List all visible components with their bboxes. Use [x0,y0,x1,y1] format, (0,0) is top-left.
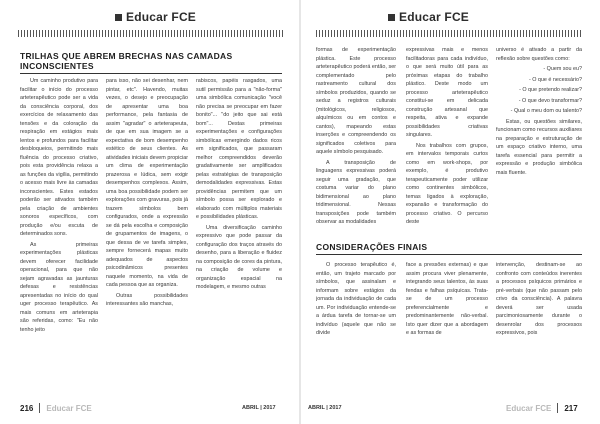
right-footer-date [308,402,342,414]
right-top-column-2 [406,46,488,230]
issue-date: ABRIL | 2017 [308,405,342,411]
left-section-divider [20,73,282,74]
square-bullet-icon [115,14,122,21]
footer-brand: Educar FCE [506,403,552,413]
paragraph: Um caminho produtivo para facilitar o início do processo arteterapêutico pode ser a vida da consciência corporal, dos exercícios de relaxamento das tensões e da coloração da respiração em estágios mais lentos e profundos para facilitar desbloqueios, permitindo mais fluência do processo criativo, pois esta providência relaxa a as funções da vigília, permitindo o acesso mais livre às camadas inconscientes. Estes estados poderão ser ativados também pela criação de ambientes sonoros específicos, com produção e/ou escuta de determinados sons. [20,78,98,237]
footer-divider [557,403,558,413]
right-top-column-3 [496,46,582,230]
paragraph: O processo terapêutico é, então, um trajeto marcado por símbolos, que assinalam e informam sobre estágios da jornada da individuação de cada um. Por individuação entende-se a árdua tarefa de tornar-se um indivíduo (aquele que não se divide [316,262,396,336]
list-item: - Quem sou eu? [543,66,582,72]
left-header-rule [18,30,284,37]
paragraph: intervenção, destinam-se ao confronto com conteúdos inerentes a processos psíquicos primários e pré-verbais (que não passam pelo crivo da consciência). A palavra deverá ser usada parcimoniosamente durante o desenrolar dos processos expressivos, pois [496,262,582,336]
right-bottom-column-3 [496,261,582,381]
list-item: - O que pretendo realizar? [519,87,582,93]
paragraph: Outras possibilidades interessantes são manchas, [106,292,188,307]
paragraph: Nos trabalhos com grupos, em intervalos temporais curtos como em work-shops, por exemplo, é produtivo terapeuticamente poder utilizar como continentes simbólicos, temas ligados à exploração, expansão e transformação do processo criativo. O percurso deste [406,142,488,225]
right-top-column-1 [316,46,396,230]
right-header-brand: Educar FCE [399,10,470,24]
left-column-3 [196,77,282,377]
square-bullet-icon [388,14,395,21]
paragraph: As primeiras experimentações plásticas devem oferecer facilidade operacional, para que não sejam agravadas as jaunturas defesas e resistências apresentadas no início do qual uger processo terapêutico. As mais comuns em arteterapia são referidas, como: "Eu não tenho jeito [20,241,98,333]
right-header [388,6,469,28]
paragraph: universo é ativado a partir da reflexão sobre questões como: [496,47,582,62]
left-column-1 [20,77,98,377]
right-bottom-column-1 [316,261,396,381]
right-header-rule [316,30,582,37]
list-item: - Qual o meu dom ou talento? [510,108,582,114]
right-bottom-column-2 [406,261,488,381]
left-column-2 [106,77,188,377]
left-footer-date [242,402,276,414]
left-header-brand: Educar FCE [126,10,197,24]
right-section-title: CONSIDERAÇÕES FINAIS [316,242,428,252]
paragraph: rabiscos, papéis rasgados, uma sutil permissão para a "não-forma" uma simbólica comunicação "você não precisa se preocupar em fazer bonito"... "do jeito que sai está bom"... Destas primeiras experimentações e configurações simbólicas emergindo dados ricos em significados, que passaram melhor compreendidos deverão gradativamente ser amplificados pelas estratégias de transposição demodalidades expressivas. Estas providências permitem que um símbolo possa ser explorado e elaborado com múltiplos materiais e possibilidades plásticas. [196,78,282,220]
right-page [300,0,600,424]
page-number: 216 [20,403,34,413]
left-section-title: TRILHAS QUE ABREM BRECHAS NAS CAMADAS INCONSCIENTES [20,51,233,71]
paragraph: expressivas mais e menos facilitadoras para cada indivíduo, o que será muito útil para as próximas etapas do trabalho plástico. Deste modo um processo arteterapêutico constitui-se em delicada construção artesanal que respeita, ativa e expande possibilidades criativas singulares. [406,47,488,138]
footer-divider [39,403,40,413]
right-section-divider [316,254,582,255]
paragraph: formas de experimentação plástica. Este processo arteterapêutico poderá então, ser complementado pelo rastreamento cultural dos símbolos produzidos, quando se seduz a registros culturais (mitológicos, religiosos, alquímicos ou em contos e cantos), mapeando estas inserções e compreendendo os significados coletivos para aquele símbolo pesquisado. [316,47,396,155]
list-item: - O que devo transformar? [518,97,582,104]
paragraph: face a pressões externas) e que assim procura viver plenamente, integrando seus talentos, às suas fendas e falhas psíquicas. Trata-se de um processo preferencialmente e predominantemente não-verbal. Isto quer dizer que a abordagem e as formas de [406,262,488,336]
right-footer [506,402,578,414]
paragraph: Estas, ou questões similares, funcionam como recursos auxiliares na preparação e estruturação de um espaço criativo interno, uma tarefa essencial para permitir a expressão e produção simbólica mais fluente. [496,118,582,176]
paragraph: A transposição de linguagens expressivas poderá seguir uma gradação, que costuma variar do plano bidimensional ao plano tridimensional. Nessas transposições pode também observar as modalidades [316,159,396,225]
footer-brand: Educar FCE [46,403,92,413]
left-footer [20,402,92,414]
left-header [115,6,196,28]
paragraph: para isso, não sei desenhar, nem pintar, etc". Havendo, muitas vezes, o desejo e preocupação de apresentar uma boa performance, pela fantasia de assim "agradar" o arteterapeuta, de que em sua imagem se a expectativa de bom desempenho estético de seus clientes. As atividades iniciais devem propiciar um clima de experimentação prazerosa e lúdica, sem exigir desempenhos complexos. Assim, uma boa possibilidade podem ser explorações com gravuras, pois já trazem símbolos bem configurados, onde a expressão se dá pela escolha e composição de grupamentos de imagens, o que dessa de ve tarefa simples, sempre fornecerá mapas muito adequados de aspectos psicodinâmicos presentes naquele momento, na vida de cada pessoa que as organiza. [106,78,188,288]
issue-date: ABRIL | 2017 [242,405,276,411]
paragraph: Uma diversificação caminho expressivo que pode passar da configuração dos traços através do desenho, para a liberação e fluidez na composição de cores da pintura, na criação de volume e organização espacial na modelagem, e mesmo outras [196,224,282,290]
page-number: 217 [564,403,578,413]
list-item: - O que é necessário? [528,76,582,83]
